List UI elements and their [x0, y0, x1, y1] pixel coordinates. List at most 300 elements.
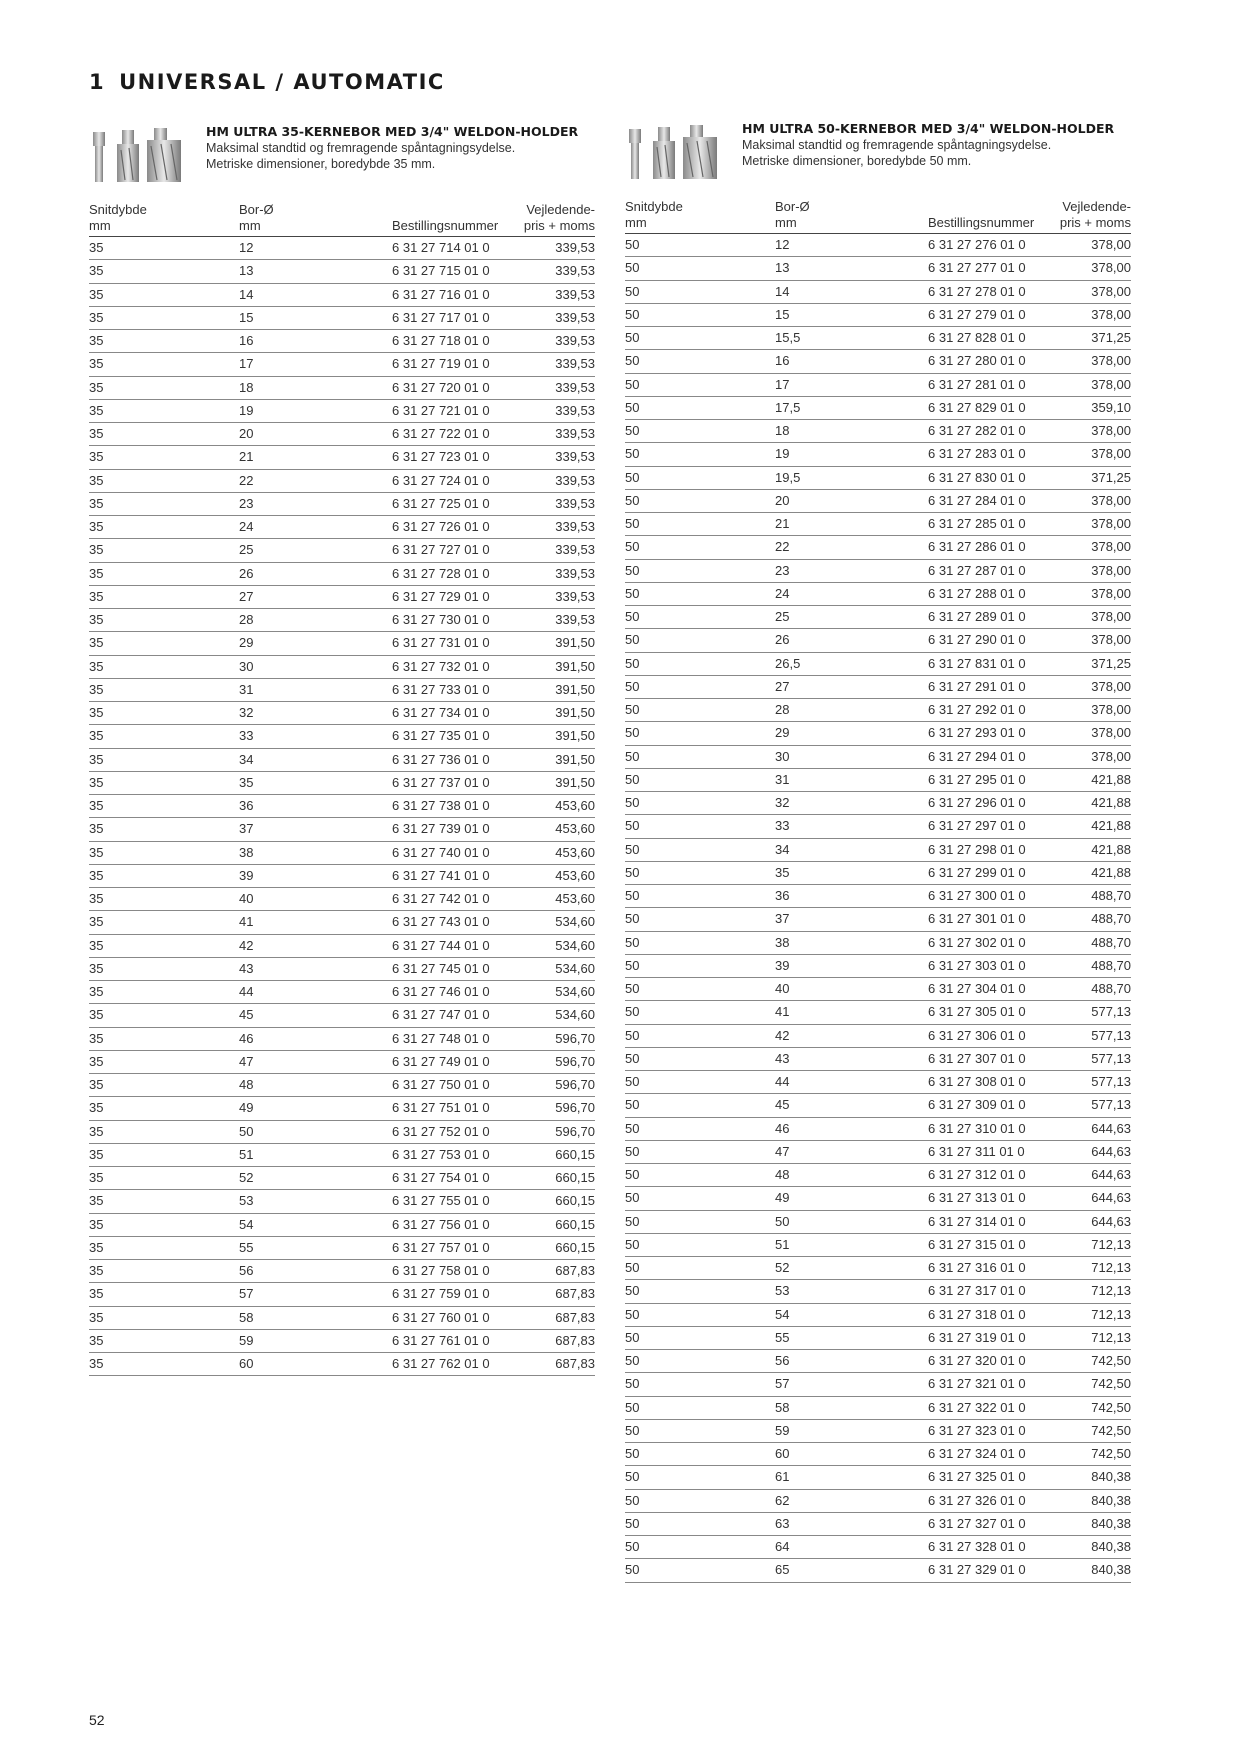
cell-drill-diameter: 16 [239, 333, 254, 348]
cell-price: 488,70 [1091, 934, 1131, 950]
table-row [625, 978, 1131, 1001]
cell-price: 644,63 [1091, 1213, 1131, 1229]
cell-price: 453,60 [555, 867, 595, 883]
cell-price: 840,38 [1091, 1539, 1131, 1554]
cell-cutting-depth: 35 [89, 798, 104, 813]
cell-order-number: 6 31 27 755 01 0 [392, 1193, 490, 1209]
cell-drill-diameter: 51 [775, 1236, 790, 1252]
cell-price: 596,70 [555, 1030, 595, 1046]
cell-order-number: 6 31 27 719 01 0 [392, 356, 490, 372]
cell-drill-diameter: 22 [775, 539, 790, 555]
table-row [625, 862, 1131, 885]
table-row [89, 842, 595, 865]
cell-order-number: 6 31 27 306 01 0 [928, 1027, 1026, 1043]
header-cutting-depth-unit: mm [625, 215, 647, 230]
cell-drill-diameter: 25 [775, 609, 790, 624]
product-title: HM ULTRA 35-KERNEBOR MED 3/4" WELDON-HOLDER [206, 124, 579, 139]
cell-price: 687,83 [555, 1263, 595, 1278]
cell-price: 378,00 [1091, 748, 1131, 764]
cell-price: 644,63 [1091, 1190, 1131, 1206]
cell-price: 742,50 [1091, 1399, 1131, 1415]
cell-drill-diameter: 15 [775, 306, 790, 322]
cell-drill-diameter: 16 [775, 353, 790, 369]
table-row [89, 865, 595, 888]
cell-cutting-depth: 35 [89, 565, 104, 581]
table-row [625, 1327, 1131, 1350]
cell-order-number: 6 31 27 715 01 0 [392, 263, 490, 279]
cell-drill-diameter: 23 [239, 495, 254, 511]
cell-price: 378,00 [1091, 283, 1131, 299]
table-row [625, 676, 1131, 699]
table-row [89, 493, 595, 516]
cell-order-number: 6 31 27 716 01 0 [392, 286, 490, 302]
cell-cutting-depth: 35 [89, 1286, 104, 1302]
table-row [625, 1373, 1131, 1396]
cell-order-number: 6 31 27 756 01 0 [392, 1216, 490, 1232]
cell-cutting-depth: 35 [89, 914, 104, 930]
cell-cutting-depth: 35 [89, 379, 104, 395]
table-row [625, 513, 1131, 536]
cell-cutting-depth: 35 [89, 1100, 104, 1116]
cell-cutting-depth: 35 [89, 984, 104, 999]
cell-price: 712,13 [1091, 1236, 1131, 1252]
cell-cutting-depth: 50 [625, 1167, 640, 1182]
cell-order-number: 6 31 27 276 01 0 [928, 237, 1026, 252]
table-row [625, 1001, 1131, 1024]
cell-order-number: 6 31 27 315 01 0 [928, 1236, 1026, 1252]
cell-order-number: 6 31 27 322 01 0 [928, 1399, 1026, 1415]
cell-price: 596,70 [555, 1053, 595, 1069]
cell-drill-diameter: 44 [775, 1074, 790, 1089]
cell-price: 359,10 [1091, 399, 1131, 415]
cell-order-number: 6 31 27 738 01 0 [392, 798, 490, 813]
cell-price: 534,60 [555, 984, 595, 999]
table-row [89, 1074, 595, 1097]
cell-order-number: 6 31 27 277 01 0 [928, 260, 1026, 276]
cell-order-number: 6 31 27 303 01 0 [928, 957, 1026, 973]
cell-cutting-depth: 35 [89, 1309, 104, 1325]
cell-drill-diameter: 47 [775, 1143, 790, 1159]
cell-price: 840,38 [1091, 1562, 1131, 1578]
cell-order-number: 6 31 27 290 01 0 [928, 632, 1026, 648]
table-row [89, 470, 595, 493]
cell-drill-diameter: 17,5 [775, 399, 801, 415]
cell-order-number: 6 31 27 748 01 0 [392, 1030, 490, 1046]
cell-order-number: 6 31 27 279 01 0 [928, 306, 1026, 322]
cell-order-number: 6 31 27 311 01 0 [928, 1143, 1025, 1159]
cell-order-number: 6 31 27 732 01 0 [392, 658, 490, 674]
cell-price: 378,00 [1091, 353, 1131, 369]
cell-price: 596,70 [555, 1100, 595, 1116]
cell-drill-diameter: 39 [775, 957, 790, 973]
cell-drill-diameter: 19,5 [775, 469, 801, 485]
cell-price: 391,50 [555, 705, 595, 720]
cell-drill-diameter: 18 [239, 379, 254, 395]
cell-price: 840,38 [1091, 1492, 1131, 1508]
cell-order-number: 6 31 27 758 01 0 [392, 1263, 490, 1278]
cell-cutting-depth: 50 [625, 864, 640, 880]
cell-price: 840,38 [1091, 1515, 1131, 1531]
cell-cutting-depth: 50 [625, 1283, 640, 1299]
table-row [89, 656, 595, 679]
cell-cutting-depth: 35 [89, 1216, 104, 1232]
cell-cutting-depth: 35 [89, 1239, 104, 1255]
cell-order-number: 6 31 27 326 01 0 [928, 1492, 1026, 1508]
cell-cutting-depth: 50 [625, 1120, 640, 1136]
cell-order-number: 6 31 27 757 01 0 [392, 1239, 490, 1255]
cell-cutting-depth: 35 [89, 1077, 104, 1092]
cell-drill-diameter: 13 [239, 263, 254, 279]
cell-price: 712,13 [1091, 1306, 1131, 1322]
cell-order-number: 6 31 27 714 01 0 [392, 240, 490, 255]
cell-drill-diameter: 17 [775, 376, 790, 392]
cell-drill-diameter: 20 [239, 426, 254, 441]
cell-drill-diameter: 57 [239, 1286, 254, 1302]
cell-order-number: 6 31 27 750 01 0 [392, 1077, 490, 1092]
cell-cutting-depth: 50 [625, 1353, 640, 1368]
cell-price: 712,13 [1091, 1329, 1131, 1345]
cell-drill-diameter: 61 [775, 1469, 790, 1485]
cell-order-number: 6 31 27 291 01 0 [928, 678, 1026, 694]
cell-cutting-depth: 35 [89, 612, 104, 627]
cell-drill-diameter: 65 [775, 1562, 790, 1578]
cell-cutting-depth: 35 [89, 1193, 104, 1209]
cell-drill-diameter: 15,5 [775, 330, 801, 345]
table-row [89, 446, 595, 469]
table-row [89, 1051, 595, 1074]
cell-drill-diameter: 45 [239, 1007, 254, 1023]
product-header-text [742, 121, 1114, 169]
cell-order-number: 6 31 27 731 01 0 [392, 635, 490, 651]
cell-order-number: 6 31 27 753 01 0 [392, 1146, 490, 1162]
cell-drill-diameter: 18 [775, 423, 790, 438]
table-row [625, 722, 1131, 745]
header-order-number: Bestillingsnummer [928, 215, 1035, 230]
cell-order-number: 6 31 27 734 01 0 [392, 705, 490, 720]
cell-order-number: 6 31 27 728 01 0 [392, 565, 490, 581]
header-price-vat: pris + moms [523, 218, 595, 233]
cell-cutting-depth: 35 [89, 356, 104, 372]
cell-cutting-depth: 35 [89, 309, 104, 325]
table-row [625, 1141, 1131, 1164]
table-row [625, 560, 1131, 583]
cell-cutting-depth: 50 [625, 260, 640, 276]
cell-price: 339,53 [555, 263, 595, 279]
cell-order-number: 6 31 27 312 01 0 [928, 1167, 1026, 1182]
cell-order-number: 6 31 27 285 01 0 [928, 516, 1026, 531]
cell-drill-diameter: 52 [239, 1170, 254, 1185]
table-row [89, 1028, 595, 1051]
cell-price: 378,00 [1091, 237, 1131, 252]
cell-drill-diameter: 42 [239, 937, 254, 953]
cell-price: 453,60 [555, 844, 595, 860]
cell-order-number: 6 31 27 317 01 0 [928, 1283, 1026, 1299]
table-body [625, 234, 1131, 1583]
product-description: Metriske dimensioner, boredybde 50 mm. [742, 154, 972, 168]
table-row [89, 702, 595, 725]
cell-price: 742,50 [1091, 1446, 1131, 1461]
cell-drill-diameter: 25 [239, 542, 254, 558]
table-row [625, 769, 1131, 792]
table-row [625, 1420, 1131, 1443]
cell-cutting-depth: 50 [625, 1469, 640, 1485]
cell-cutting-depth: 35 [89, 937, 104, 953]
cell-cutting-depth: 50 [625, 934, 640, 950]
cell-order-number: 6 31 27 749 01 0 [392, 1053, 490, 1069]
table-row [625, 606, 1131, 629]
cell-price: 840,38 [1091, 1469, 1131, 1485]
cell-order-number: 6 31 27 718 01 0 [392, 333, 490, 348]
table-row [89, 1214, 595, 1237]
cell-drill-diameter: 49 [239, 1100, 254, 1116]
table-row [89, 423, 595, 446]
table-header [625, 199, 1131, 234]
cell-order-number: 6 31 27 831 01 0 [928, 655, 1026, 671]
table-row [625, 350, 1131, 373]
cell-cutting-depth: 50 [625, 376, 640, 392]
table-row [625, 1164, 1131, 1187]
cell-cutting-depth: 35 [89, 1263, 104, 1278]
cell-cutting-depth: 50 [625, 1074, 640, 1089]
cell-drill-diameter: 48 [239, 1077, 254, 1092]
cell-drill-diameter: 49 [775, 1190, 790, 1206]
cell-price: 378,00 [1091, 306, 1131, 322]
table-row [625, 699, 1131, 722]
cell-price: 371,25 [1091, 469, 1131, 485]
cell-order-number: 6 31 27 319 01 0 [928, 1329, 1026, 1345]
cell-cutting-depth: 35 [89, 495, 104, 511]
table-row [89, 260, 595, 283]
product-description: Maksimal standtid og fremragende spåntagningsydelse. [206, 141, 516, 155]
cell-order-number: 6 31 27 324 01 0 [928, 1446, 1026, 1461]
cell-drill-diameter: 20 [775, 492, 790, 508]
cell-drill-diameter: 39 [239, 867, 254, 883]
cell-cutting-depth: 50 [625, 539, 640, 555]
cell-price: 421,88 [1091, 864, 1131, 880]
cell-order-number: 6 31 27 321 01 0 [928, 1376, 1026, 1392]
cell-cutting-depth: 50 [625, 283, 640, 299]
cell-cutting-depth: 50 [625, 446, 640, 462]
table-row [625, 653, 1131, 676]
cell-drill-diameter: 33 [239, 728, 254, 744]
section-number: 1 [89, 70, 106, 94]
cell-cutting-depth: 50 [625, 1422, 640, 1438]
cell-drill-diameter: 38 [239, 844, 254, 860]
table-row [625, 1211, 1131, 1234]
cell-drill-diameter: 31 [775, 771, 790, 787]
cell-price: 644,63 [1091, 1120, 1131, 1136]
cell-order-number: 6 31 27 752 01 0 [392, 1123, 490, 1139]
cell-cutting-depth: 50 [625, 841, 640, 857]
product-header [89, 124, 595, 186]
cell-cutting-depth: 35 [89, 844, 104, 860]
cell-drill-diameter: 40 [239, 891, 254, 906]
cell-cutting-depth: 50 [625, 1376, 640, 1392]
cell-price: 488,70 [1091, 911, 1131, 927]
cell-order-number: 6 31 27 278 01 0 [928, 283, 1026, 299]
table-row [89, 1237, 595, 1260]
table-row [625, 1559, 1131, 1582]
cell-price: 421,88 [1091, 841, 1131, 857]
cell-cutting-depth: 50 [625, 702, 640, 717]
cell-drill-diameter: 19 [775, 446, 790, 462]
cell-price: 577,13 [1091, 1050, 1131, 1066]
cell-cutting-depth: 50 [625, 1446, 640, 1461]
cell-price: 339,53 [555, 588, 595, 604]
table-row [625, 839, 1131, 862]
cell-order-number: 6 31 27 751 01 0 [392, 1100, 490, 1116]
table-row [625, 1280, 1131, 1303]
cell-drill-diameter: 51 [239, 1146, 254, 1162]
cell-order-number: 6 31 27 759 01 0 [392, 1286, 490, 1302]
table-row [89, 586, 595, 609]
cell-order-number: 6 31 27 293 01 0 [928, 725, 1026, 741]
cell-order-number: 6 31 27 299 01 0 [928, 864, 1026, 880]
cell-price: 391,50 [555, 751, 595, 767]
section-title-text: UNIVERSAL / AUTOMATIC [119, 70, 445, 94]
table-row [625, 467, 1131, 490]
cell-drill-diameter: 62 [775, 1492, 790, 1508]
cell-order-number: 6 31 27 328 01 0 [928, 1539, 1026, 1554]
cell-order-number: 6 31 27 737 01 0 [392, 774, 490, 790]
cell-price: 687,83 [555, 1332, 595, 1348]
cell-price: 378,00 [1091, 423, 1131, 438]
cell-cutting-depth: 50 [625, 1329, 640, 1345]
cell-order-number: 6 31 27 828 01 0 [928, 330, 1026, 345]
cell-order-number: 6 31 27 741 01 0 [392, 867, 490, 883]
cell-cutting-depth: 35 [89, 867, 104, 883]
table-row [89, 725, 595, 748]
table-row [625, 327, 1131, 350]
cell-price: 371,25 [1091, 330, 1131, 345]
cell-cutting-depth: 50 [625, 306, 640, 322]
table-row [89, 1283, 595, 1306]
table-row [625, 815, 1131, 838]
cell-drill-diameter: 33 [775, 818, 790, 834]
cell-order-number: 6 31 27 746 01 0 [392, 984, 490, 999]
cell-order-number: 6 31 27 287 01 0 [928, 562, 1026, 578]
cell-order-number: 6 31 27 723 01 0 [392, 449, 490, 465]
cell-order-number: 6 31 27 313 01 0 [928, 1190, 1026, 1206]
cell-drill-diameter: 21 [775, 516, 790, 531]
cell-cutting-depth: 50 [625, 655, 640, 671]
table-row [89, 935, 595, 958]
cell-cutting-depth: 50 [625, 888, 640, 903]
cell-order-number: 6 31 27 284 01 0 [928, 492, 1026, 508]
cell-price: 378,00 [1091, 725, 1131, 741]
cell-order-number: 6 31 27 830 01 0 [928, 469, 1026, 485]
table-row [625, 1118, 1131, 1141]
header-price: Vejledende- [1062, 199, 1131, 214]
cell-price: 421,88 [1091, 771, 1131, 787]
cell-drill-diameter: 23 [775, 562, 790, 578]
cell-cutting-depth: 50 [625, 330, 640, 345]
cell-price: 378,00 [1091, 260, 1131, 276]
cell-drill-diameter: 26,5 [775, 655, 801, 671]
cell-price: 742,50 [1091, 1422, 1131, 1438]
cell-cutting-depth: 35 [89, 286, 104, 302]
cell-price: 742,50 [1091, 1353, 1131, 1368]
cell-drill-diameter: 29 [239, 635, 254, 651]
cell-cutting-depth: 50 [625, 1004, 640, 1020]
cell-drill-diameter: 32 [239, 705, 254, 720]
cell-price: 391,50 [555, 635, 595, 651]
section-title [89, 70, 445, 94]
product-description: Maksimal standtid og fremragende spåntagningsydelse. [742, 138, 1052, 152]
cell-drill-diameter: 60 [775, 1446, 790, 1461]
cell-drill-diameter: 53 [239, 1193, 254, 1209]
cell-drill-diameter: 22 [239, 472, 254, 488]
cell-price: 339,53 [555, 612, 595, 627]
cell-cutting-depth: 35 [89, 1356, 104, 1371]
cell-drill-diameter: 41 [239, 914, 254, 930]
cell-cutting-depth: 35 [89, 1053, 104, 1069]
cell-order-number: 6 31 27 304 01 0 [928, 981, 1026, 996]
cell-cutting-depth: 50 [625, 632, 640, 648]
cell-cutting-depth: 50 [625, 795, 640, 810]
cell-order-number: 6 31 27 300 01 0 [928, 888, 1026, 903]
cell-drill-diameter: 12 [239, 240, 254, 255]
cell-price: 371,25 [1091, 655, 1131, 671]
table-row [625, 746, 1131, 769]
table-row [89, 330, 595, 353]
cell-drill-diameter: 19 [239, 402, 254, 418]
product-header [625, 121, 1131, 183]
table-body [89, 237, 595, 1376]
table-row [89, 1307, 595, 1330]
cell-price: 660,15 [555, 1216, 595, 1232]
table-row [625, 1025, 1131, 1048]
cell-order-number: 6 31 27 720 01 0 [392, 379, 490, 395]
cell-cutting-depth: 50 [625, 585, 640, 601]
cell-price: 687,83 [555, 1286, 595, 1302]
cell-drill-diameter: 40 [775, 981, 790, 996]
table-row [89, 516, 595, 539]
table-row [89, 1004, 595, 1027]
table-row [89, 1144, 595, 1167]
cell-price: 687,83 [555, 1309, 595, 1325]
cell-cutting-depth: 50 [625, 1562, 640, 1578]
cell-cutting-depth: 50 [625, 1515, 640, 1531]
cell-cutting-depth: 50 [625, 818, 640, 834]
header-price: Vejledende- [526, 202, 595, 217]
cell-drill-diameter: 27 [775, 678, 790, 694]
cell-cutting-depth: 35 [89, 1332, 104, 1348]
cell-cutting-depth: 50 [625, 1306, 640, 1322]
table-row [89, 1353, 595, 1376]
cell-price: 391,50 [555, 728, 595, 744]
cell-price: 577,13 [1091, 1027, 1131, 1043]
table-row [625, 885, 1131, 908]
cell-price: 421,88 [1091, 795, 1131, 810]
cell-price: 534,60 [555, 937, 595, 953]
cell-drill-diameter: 28 [775, 702, 790, 717]
cell-cutting-depth: 50 [625, 423, 640, 438]
cell-cutting-depth: 35 [89, 263, 104, 279]
table-row [625, 1234, 1131, 1257]
cell-order-number: 6 31 27 729 01 0 [392, 588, 490, 604]
cell-drill-diameter: 43 [239, 960, 254, 976]
cell-price: 596,70 [555, 1123, 595, 1139]
table-row [89, 284, 595, 307]
cell-price: 339,53 [555, 449, 595, 465]
cell-price: 534,60 [555, 1007, 595, 1023]
cell-order-number: 6 31 27 308 01 0 [928, 1074, 1026, 1089]
cell-cutting-depth: 50 [625, 1143, 640, 1159]
cell-drill-diameter: 29 [775, 725, 790, 741]
cell-drill-diameter: 42 [775, 1027, 790, 1043]
cell-price: 488,70 [1091, 957, 1131, 973]
